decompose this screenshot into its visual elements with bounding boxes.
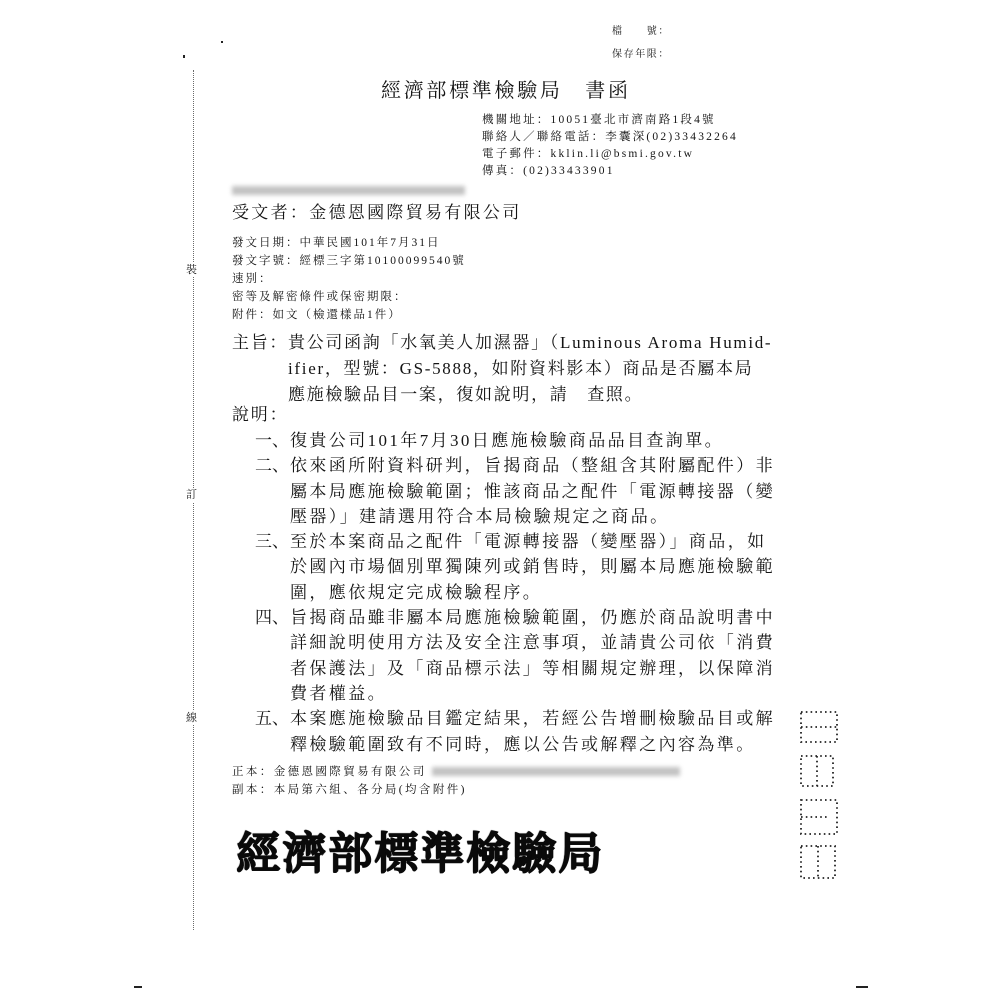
item-line: 復貴公司101年7月30日應施檢驗商品品目查詢單。 [290, 431, 724, 450]
subject-label: 主旨： [232, 333, 289, 352]
item-line: 費者權益。 [290, 683, 387, 703]
item-line: 圍，應依規定完成檢驗程序。 [290, 582, 543, 602]
explanation-item [255, 529, 775, 605]
scan-mark [134, 986, 142, 988]
attachment: 附件：如文（檢還樣品1件） [232, 309, 402, 321]
recipient: 受文者：金德恩國際貿易有限公司 [232, 203, 522, 222]
item-line: 至於本案商品之配件「電源轉接器（變壓器）」商品，如 [290, 532, 767, 552]
subject-section [232, 330, 772, 408]
contact-person-phone: 聯絡人／聯絡電話：李囊深(02)33432264 [482, 131, 738, 143]
reference-number: 發文字號：經標三字第10100099540號 [232, 255, 466, 267]
explanation-item [255, 706, 775, 757]
agency-address: 機關地址：10051臺北市濟南路1段4號 [482, 114, 716, 126]
issue-date: 發文日期：中華民國101年7月31日 [232, 237, 441, 249]
item-number: 二、 [255, 456, 289, 476]
binding-char-bind: 裝 [186, 264, 197, 276]
file-number-label: 檔 號： [612, 26, 670, 37]
redacted-original-address [432, 767, 680, 776]
explanation-item [255, 453, 775, 529]
item-number: 五、 [255, 709, 289, 729]
item-line: 詳細說明使用方法及安全注意事項，並請貴公司依「消費 [290, 633, 775, 653]
contact-email: 電子郵件：kklin.li@bsmi.gov.tw [482, 148, 695, 160]
confidentiality: 密等及解密條件或保密期限： [232, 291, 408, 303]
scan-mark [183, 55, 185, 58]
explanation-label: 說明： [232, 405, 289, 424]
item-number: 三、 [255, 532, 289, 552]
subject-line: 應施檢驗品目一案，復如說明，請 查照。 [288, 385, 644, 404]
subject-line: ifier，型號：GS-5888，如附資料影本）商品是否屬本局 [288, 359, 754, 378]
item-line: 釋檢驗範圍致有不同時，應以公告或解釋之內容為準。 [290, 734, 756, 754]
item-line: 壓器）」建請選用符合本局檢驗規定之商品。 [290, 506, 670, 526]
item-line: 者保護法」及「商品標示法」等相關規定辦理，以保障消 [290, 658, 775, 678]
original-recipient: 正本：金德恩國際貿易有限公司 [232, 766, 427, 778]
contact-fax: 傳真：(02)33433901 [482, 165, 615, 177]
binding-char-line: 線 [186, 712, 197, 724]
explanation-item [255, 605, 775, 706]
scan-mark [856, 986, 868, 988]
copy-recipients: 副本：本局第六組、各分局(均含附件) [232, 784, 467, 796]
item-line: 依來函所附資料研判，旨揭商品（整組含其附屬配件）非 [290, 456, 775, 476]
binding-char-staple: 訂 [186, 489, 197, 501]
explanation-item [255, 428, 775, 453]
item-number: 一、 [255, 431, 289, 450]
item-line: 屬本局應施檢驗範圍；惟該商品之配件「電源轉接器（變 [290, 481, 775, 501]
scan-mark [221, 41, 223, 43]
retention-period-label: 保存年限： [612, 49, 670, 60]
agency-seal: 經濟部標準檢驗局 [236, 829, 604, 878]
item-line: 於國內市場個別單獨陳列或銷售時，則屬本局應施檢驗範 [290, 557, 775, 577]
explanation-list [255, 428, 775, 757]
item-line: 本案應施檢驗品目鑑定結果，若經公告增刪檢驗品目或解 [290, 709, 775, 729]
subject-line: 貴公司函詢「水氧美人加濕器」（Luminous Aroma Humid- [288, 333, 773, 352]
item-line: 旨揭商品雖非屬本局應施檢驗範圍，仍應於商品說明書中 [290, 608, 775, 628]
item-number: 四、 [255, 608, 289, 628]
redacted-recipient-address [232, 186, 465, 195]
contact-block [482, 112, 738, 180]
dot-matrix-serial [798, 706, 844, 886]
subject-text [288, 330, 772, 408]
document-meta [232, 234, 466, 324]
document-title: 經濟部標準檢驗局 書函 [381, 80, 631, 102]
urgency: 速別： [232, 273, 273, 285]
